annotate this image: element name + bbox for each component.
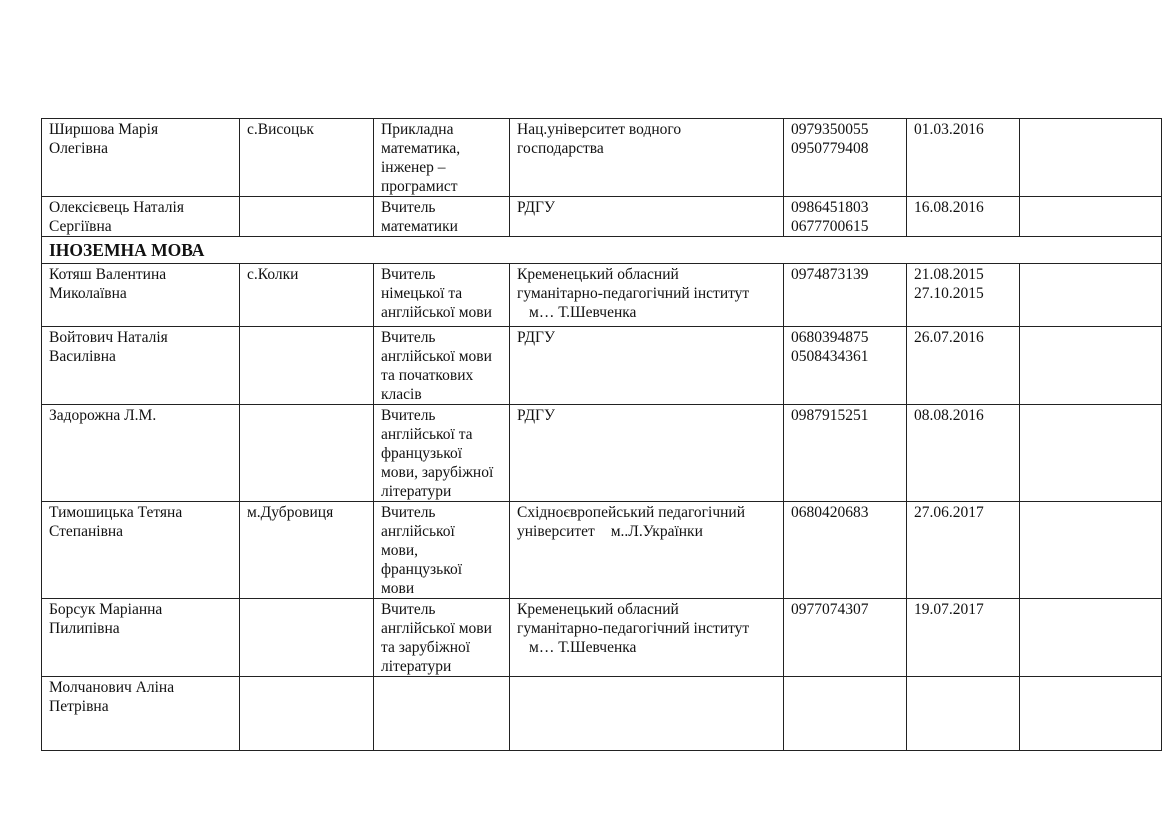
specialty-cell (374, 599, 510, 677)
institution-line: Кременецький обласний (517, 601, 679, 618)
specialty-line: французької (381, 561, 463, 578)
date-line: 19.07.2017 (914, 601, 984, 618)
specialty-line: літератури (381, 658, 452, 675)
staff-table (41, 118, 1162, 751)
specialty-line: Вчитель (381, 199, 436, 216)
table-row (42, 119, 1162, 197)
institution-cell (510, 197, 784, 237)
specialty-line: англійської мови (381, 348, 492, 365)
institution-line: РДГУ (517, 199, 555, 216)
specialty-line: Вчитель (381, 266, 436, 283)
specialty-cell (374, 405, 510, 502)
institution-line: м… Т.Шевченка (517, 639, 625, 656)
specialty-cell (374, 197, 510, 237)
phone-line: 0680394875 (791, 329, 869, 346)
name-line: Борсук Маріанна (49, 601, 163, 618)
phone-cell (784, 119, 907, 197)
institution-line: господарства (517, 140, 604, 157)
specialty-line: класів (381, 386, 422, 403)
specialty-line: та зарубіжної (381, 639, 471, 656)
specialty-line: англійської мови (381, 620, 492, 637)
place-line: м.Дубровиця (247, 504, 334, 521)
name-cell (42, 264, 240, 327)
date-line: 08.08.2016 (914, 407, 984, 424)
empty-cell (1020, 327, 1162, 405)
empty-cell (1020, 599, 1162, 677)
place-cell (240, 197, 374, 237)
place-cell (240, 677, 374, 751)
section-row (42, 237, 1162, 264)
name-line: Василівна (49, 348, 116, 365)
specialty-line: Вчитель (381, 504, 436, 521)
institution-line: Кременецький обласний (517, 266, 679, 283)
name-line: Тимошицька Тетяна (49, 504, 183, 521)
empty-cell (1020, 677, 1162, 751)
date-cell (907, 264, 1020, 327)
name-line: Пилипівна (49, 620, 120, 637)
specialty-line: німецької та (381, 285, 463, 302)
specialty-line: літератури (381, 483, 452, 500)
phone-line: 0508434361 (791, 348, 869, 365)
specialty-line: мови, (381, 542, 419, 559)
specialty-line: Прикладна (381, 121, 454, 138)
institution-cell (510, 502, 784, 599)
place-line: с.Колки (247, 266, 299, 283)
specialty-line: англійської та (381, 426, 473, 443)
name-cell (42, 405, 240, 502)
institution-cell (510, 264, 784, 327)
name-cell (42, 119, 240, 197)
institution-line: м… Т.Шевченка (517, 304, 625, 321)
table-row (42, 197, 1162, 237)
name-line: Котяш Валентина (49, 266, 167, 283)
name-line: Ширшова Марія (49, 121, 159, 138)
institution-line: гуманітарно-педагогічний інститут (517, 620, 750, 637)
place-cell (240, 327, 374, 405)
table-row (42, 599, 1162, 677)
table-row (42, 405, 1162, 502)
name-line: Олексієвець Наталія (49, 199, 184, 216)
date-line: 27.06.2017 (914, 504, 984, 521)
place-cell (240, 264, 374, 327)
empty-cell (1020, 119, 1162, 197)
phone-cell (784, 197, 907, 237)
date-cell (907, 599, 1020, 677)
empty-cell (1020, 405, 1162, 502)
name-line: Сергіївна (49, 218, 112, 235)
institution-line: університет м..Л.Українки (517, 523, 691, 540)
name-cell (42, 502, 240, 599)
name-cell (42, 197, 240, 237)
specialty-cell (374, 502, 510, 599)
date-cell (907, 502, 1020, 599)
phone-line: 0986451803 (791, 199, 869, 216)
name-line: Миколаївна (49, 285, 127, 302)
name-line: Степанівна (49, 523, 124, 540)
specialty-line: мови (381, 580, 415, 597)
date-line: 21.08.2015 (914, 266, 984, 283)
phone-line: 0680420683 (791, 504, 869, 521)
specialty-cell (374, 327, 510, 405)
table-row (42, 502, 1162, 599)
institution-line: Нац.університет водного (517, 121, 682, 138)
institution-cell (510, 119, 784, 197)
phone-cell (784, 677, 907, 751)
institution-line: РДГУ (517, 407, 555, 424)
specialty-line: Вчитель (381, 601, 436, 618)
specialty-cell (374, 264, 510, 327)
phone-cell (784, 405, 907, 502)
specialty-line: Вчитель (381, 407, 436, 424)
specialty-line: Вчитель (381, 329, 436, 346)
date-line: 26.07.2016 (914, 329, 984, 346)
place-line: с.Висоцьк (247, 121, 314, 138)
specialty-cell (374, 119, 510, 197)
specialty-cell (374, 677, 510, 751)
institution-cell (510, 405, 784, 502)
phone-line: 0974873139 (791, 266, 869, 283)
name-line: Петрівна (49, 698, 109, 715)
institution-cell (510, 677, 784, 751)
table-row (42, 264, 1162, 327)
phone-cell (784, 264, 907, 327)
phone-line: 0979350055 (791, 121, 869, 138)
name-cell (42, 677, 240, 751)
phone-cell (784, 327, 907, 405)
institution-cell (510, 327, 784, 405)
date-cell (907, 405, 1020, 502)
date-line: 27.10.2015 (914, 285, 984, 302)
specialty-line: інженер – (381, 159, 446, 176)
phone-line: 0950779408 (791, 140, 869, 157)
name-line: Молчанович Аліна (49, 679, 175, 696)
phone-line: 0987915251 (791, 407, 869, 424)
place-cell (240, 405, 374, 502)
name-line: Задорожна Л.М. (49, 407, 157, 424)
date-cell (907, 119, 1020, 197)
phone-line: 0677700615 (791, 218, 869, 235)
specialty-line: математика, (381, 140, 461, 157)
specialty-line: англійської мови (381, 304, 492, 321)
table-body (42, 119, 1162, 751)
empty-cell (1020, 502, 1162, 599)
specialty-line: та початкових (381, 367, 474, 384)
specialty-line: математики (381, 218, 458, 235)
name-line: Войтович Наталія (49, 329, 168, 346)
institution-line: Східноєвропейський педагогічний (517, 504, 746, 521)
date-line: 01.03.2016 (914, 121, 984, 138)
institution-cell (510, 599, 784, 677)
place-cell (240, 502, 374, 599)
date-line: 16.08.2016 (914, 199, 984, 216)
empty-cell (1020, 197, 1162, 237)
table-row (42, 677, 1162, 751)
section-heading: ІНОЗЕМНА МОВА (42, 237, 1162, 264)
specialty-line: мови, зарубіжної (381, 464, 494, 481)
date-cell (907, 327, 1020, 405)
specialty-line: програмист (381, 178, 458, 195)
specialty-line: англійської (381, 523, 455, 540)
name-cell (42, 327, 240, 405)
place-cell (240, 119, 374, 197)
phone-cell (784, 599, 907, 677)
institution-line: гуманітарно-педагогічний інститут (517, 285, 750, 302)
name-cell (42, 599, 240, 677)
name-line: Олегівна (49, 140, 108, 157)
date-cell (907, 677, 1020, 751)
place-cell (240, 599, 374, 677)
table-row (42, 327, 1162, 405)
date-cell (907, 197, 1020, 237)
empty-cell (1020, 264, 1162, 327)
specialty-line: французької (381, 445, 463, 462)
institution-line: РДГУ (517, 329, 555, 346)
phone-line: 0977074307 (791, 601, 869, 618)
phone-cell (784, 502, 907, 599)
